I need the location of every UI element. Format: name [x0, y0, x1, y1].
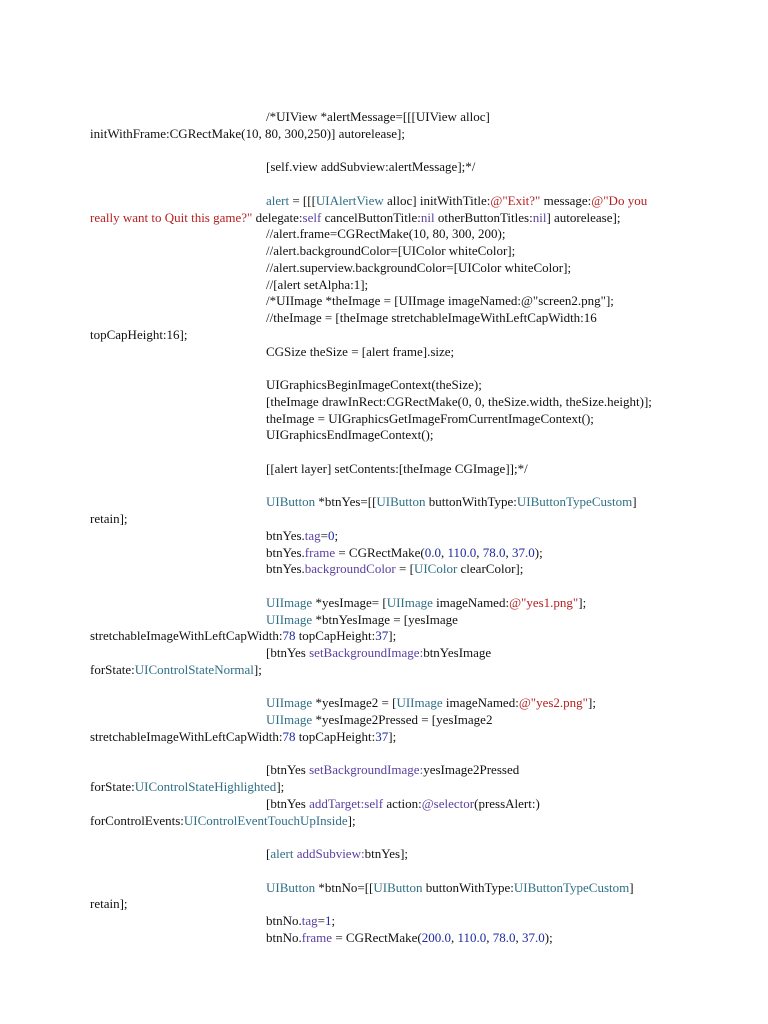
code-token: 37: [375, 728, 389, 744]
code-token: ,: [450, 929, 458, 945]
code-token: cancelButtonTitle:: [321, 209, 421, 225]
code-token: setBackgroundImage:: [309, 645, 424, 660]
code-line: [90, 277, 690, 294]
blank-line: [90, 360, 690, 377]
code-token: ;: [334, 527, 339, 543]
code-token: );: [544, 929, 553, 945]
code-token: ,: [515, 929, 522, 945]
code-token: ];: [276, 779, 285, 794]
blank-line: [90, 829, 690, 846]
code-line: [90, 796, 690, 813]
code-line: [90, 930, 690, 947]
code-token: UIButton: [376, 494, 426, 510]
code-token: tag: [301, 913, 318, 928]
code-token: ;: [331, 913, 336, 928]
code-token: ];: [578, 594, 587, 610]
code-token: forState:: [90, 779, 135, 794]
code-line: [90, 344, 690, 361]
code-line: [90, 645, 690, 662]
code-token: //[alert setAlpha:1];: [266, 276, 369, 292]
code-token: 1: [324, 913, 332, 928]
code-token: @"yes1.png": [509, 594, 579, 610]
blank-line: [90, 863, 690, 880]
code-token: *yesImage2 = [: [312, 695, 397, 711]
code-token: 78.0: [482, 544, 506, 560]
code-line: [90, 846, 690, 863]
code-token: topCapHeight:16];: [90, 326, 188, 342]
code-line: [90, 193, 690, 210]
code-token: 78: [282, 628, 296, 644]
code-token: [btnYes: [266, 762, 310, 778]
blank-line: [90, 478, 690, 495]
code-token: //alert.superview.backgroundColor=[UIColor whiteColor];: [266, 259, 572, 275]
code-token: /*UIImage *theImage = [UIImage imageNamed:@"screen2.png"];: [266, 293, 614, 309]
code-token: *btnNo=[[: [315, 879, 374, 895]
code-token: 78.0: [492, 929, 516, 945]
code-token: ,: [476, 544, 483, 560]
code-token: self: [364, 795, 384, 811]
blank-line: [90, 176, 690, 193]
code-token: clearColor];: [457, 561, 524, 577]
code-token: ]: [632, 494, 637, 510]
code-line: [90, 612, 690, 629]
code-line: [90, 411, 690, 428]
code-token: (pressAlert:): [474, 795, 540, 811]
blank-line: [90, 444, 690, 461]
code-token: forState:: [90, 661, 135, 677]
code-line: [90, 394, 690, 411]
code-token: alloc] initWithTitle:: [383, 192, 491, 208]
code-token: btnYes.: [266, 561, 305, 577]
code-token: theImage = UIGraphicsGetImageFromCurrentImageContext();: [266, 410, 594, 426]
code-token: = [[[: [289, 192, 316, 208]
code-line: [90, 712, 690, 729]
code-token: ]: [629, 879, 634, 895]
code-line: [90, 695, 690, 712]
code-token: UIControlStateHighlighted: [134, 779, 277, 794]
code-token: UIColor: [413, 561, 458, 577]
code-token: btnYes.: [266, 544, 305, 560]
code-token: ,: [486, 929, 493, 945]
code-listing: [90, 109, 690, 947]
code-token: UIImage: [266, 611, 313, 627]
code-line: [90, 159, 690, 176]
code-token: setBackgroundImage:: [309, 762, 424, 778]
code-token: message:: [540, 192, 592, 208]
code-token: 37: [375, 628, 389, 644]
code-token: *yesImage2Pressed = [yesImage2: [312, 712, 493, 727]
code-line: [90, 109, 690, 126]
code-token: @"yes2.png": [518, 695, 588, 711]
code-token: btnNo.: [266, 929, 302, 945]
code-line: [90, 243, 690, 260]
code-token: CGSize theSize = [alert frame].size;: [266, 343, 455, 359]
code-token: retain];: [90, 511, 128, 526]
code-token: =: [320, 527, 329, 543]
code-token: 37.0: [512, 544, 535, 560]
code-token: UIGraphicsEndImageContext();: [266, 427, 434, 443]
code-line: [90, 545, 690, 562]
code-line: [90, 494, 690, 511]
code-token: backgroundColor: [304, 561, 396, 577]
code-token: action:: [383, 795, 422, 811]
code-token: 37.0: [522, 929, 545, 945]
code-token: UIControlEventTouchUpInside: [183, 812, 348, 828]
code-token: addSubview:: [293, 846, 365, 861]
code-token: //alert.backgroundColor=[UIColor whiteColor];: [266, 243, 516, 258]
code-token: buttonWithType:: [425, 494, 517, 510]
code-line: [90, 226, 690, 243]
code-token: = CGRectMake(: [332, 929, 422, 945]
code-token: delegate:: [252, 209, 303, 225]
code-token: UIImage: [386, 594, 433, 610]
code-line: [90, 561, 690, 578]
code-token: nil: [420, 209, 435, 225]
code-token: ];: [388, 728, 397, 744]
code-token: nil: [532, 209, 547, 225]
code-token: [btnYes: [266, 645, 310, 660]
code-line: [90, 427, 690, 444]
code-token: self: [302, 209, 322, 225]
code-token: //theImage = [theImage stretchableImageWithLeftCapWidth:16: [266, 310, 597, 325]
code-line: [90, 662, 690, 679]
code-token: imageNamed:: [442, 695, 519, 711]
code-token: 200.0: [421, 929, 451, 945]
code-token: ,: [441, 544, 448, 560]
code-line: [90, 126, 690, 143]
code-token: UIImage: [266, 712, 313, 727]
code-token: UIGraphicsBeginImageContext(theSize);: [266, 377, 482, 392]
code-token: [[alert layer] setContents:[theImage CGImage]];*/: [266, 460, 528, 476]
blank-line: [90, 143, 690, 160]
code-line: [90, 327, 690, 344]
code-token: *btnYesImage = [yesImage: [312, 611, 458, 627]
code-token: buttonWithType:: [422, 879, 514, 895]
code-line: [90, 628, 690, 645]
code-token: yesImage2Pressed: [423, 762, 520, 778]
code-token: alert: [270, 846, 294, 861]
code-line: [90, 260, 690, 277]
code-token: //alert.frame=CGRectMake(10, 80, 300, 200);: [266, 226, 506, 242]
code-token: 110.0: [457, 929, 487, 945]
code-token: UIButtonTypeCustom: [516, 494, 633, 510]
code-token: addTarget:: [309, 795, 365, 811]
code-line: [90, 813, 690, 830]
code-token: UIImage: [396, 695, 443, 711]
code-token: tag: [304, 527, 321, 543]
code-token: *yesImage= [: [312, 594, 387, 610]
blank-line: [90, 578, 690, 595]
code-token: = CGRectMake(: [335, 544, 425, 560]
code-token: btnNo.: [266, 913, 302, 928]
code-token: UIImage: [266, 695, 313, 711]
code-token: );: [534, 544, 543, 560]
code-token: btnYesImage: [423, 645, 492, 660]
code-line: [90, 595, 690, 612]
code-token: otherButtonTitles:: [434, 209, 533, 225]
code-token: ];: [587, 695, 596, 711]
code-token: [: [266, 846, 271, 861]
code-token: ];: [253, 661, 262, 677]
code-line: [90, 528, 690, 545]
code-token: UIImage: [266, 594, 313, 610]
code-line: [90, 210, 690, 227]
code-token: *btnYes=[[: [315, 494, 377, 510]
code-token: really want to Quit this game?": [90, 209, 253, 225]
code-token: ,: [505, 544, 513, 560]
code-token: ] autorelease];: [546, 209, 621, 225]
code-token: [self.view addSubview:alertMessage];*/: [266, 159, 476, 175]
code-token: @"Exit?": [490, 192, 541, 208]
code-token: alert: [266, 192, 290, 208]
code-token: [btnYes: [266, 795, 310, 811]
code-token: initWithFrame:CGRectMake(10, 80, 300,250)] autorelease];: [90, 125, 406, 141]
code-token: frame: [301, 929, 333, 945]
code-token: 110.0: [447, 544, 477, 560]
code-token: UIButton: [266, 494, 316, 510]
code-token: /*UIView *alertMessage=[[[UIView alloc]: [266, 109, 490, 124]
code-line: [90, 913, 690, 930]
code-token: btnYes];: [364, 846, 409, 861]
code-token: @"Do you: [591, 192, 648, 208]
code-line: [90, 762, 690, 779]
code-line: [90, 377, 690, 394]
code-line: [90, 461, 690, 478]
code-token: = [: [395, 561, 414, 577]
code-token: 0: [328, 527, 335, 543]
code-line: [90, 880, 690, 897]
code-token: frame: [304, 544, 336, 560]
code-token: UIButton: [266, 879, 316, 895]
code-token: =: [317, 913, 325, 928]
code-token: UIButtonTypeCustom: [513, 879, 630, 895]
code-token: btnYes.: [266, 527, 305, 543]
code-line: [90, 779, 690, 796]
code-token: retain];: [90, 896, 128, 912]
code-token: UIButton: [373, 879, 423, 895]
code-token: stretchableImageWithLeftCapWidth:: [90, 728, 283, 744]
code-line: [90, 729, 690, 746]
code-token: @selector: [421, 795, 475, 811]
code-token: [theImage drawInRect:CGRectMake(0, 0, theSize.width, theSize.height)];: [266, 393, 652, 409]
code-line: [90, 293, 690, 310]
code-token: ];: [347, 812, 356, 828]
code-token: imageNamed:: [432, 594, 510, 610]
code-token: topCapHeight:: [295, 628, 376, 644]
code-token: ];: [388, 628, 397, 644]
code-token: topCapHeight:: [295, 728, 376, 744]
code-token: UIAlertView: [315, 192, 384, 208]
code-line: [90, 511, 690, 528]
blank-line: [90, 746, 690, 763]
code-token: stretchableImageWithLeftCapWidth:: [90, 628, 283, 644]
code-line: [90, 896, 690, 913]
code-token: 0.0: [424, 544, 441, 560]
code-token: 78: [282, 728, 296, 744]
code-token: forControlEvents:: [90, 812, 184, 828]
code-token: UIControlStateNormal: [134, 661, 254, 677]
blank-line: [90, 679, 690, 696]
code-line: [90, 310, 690, 327]
